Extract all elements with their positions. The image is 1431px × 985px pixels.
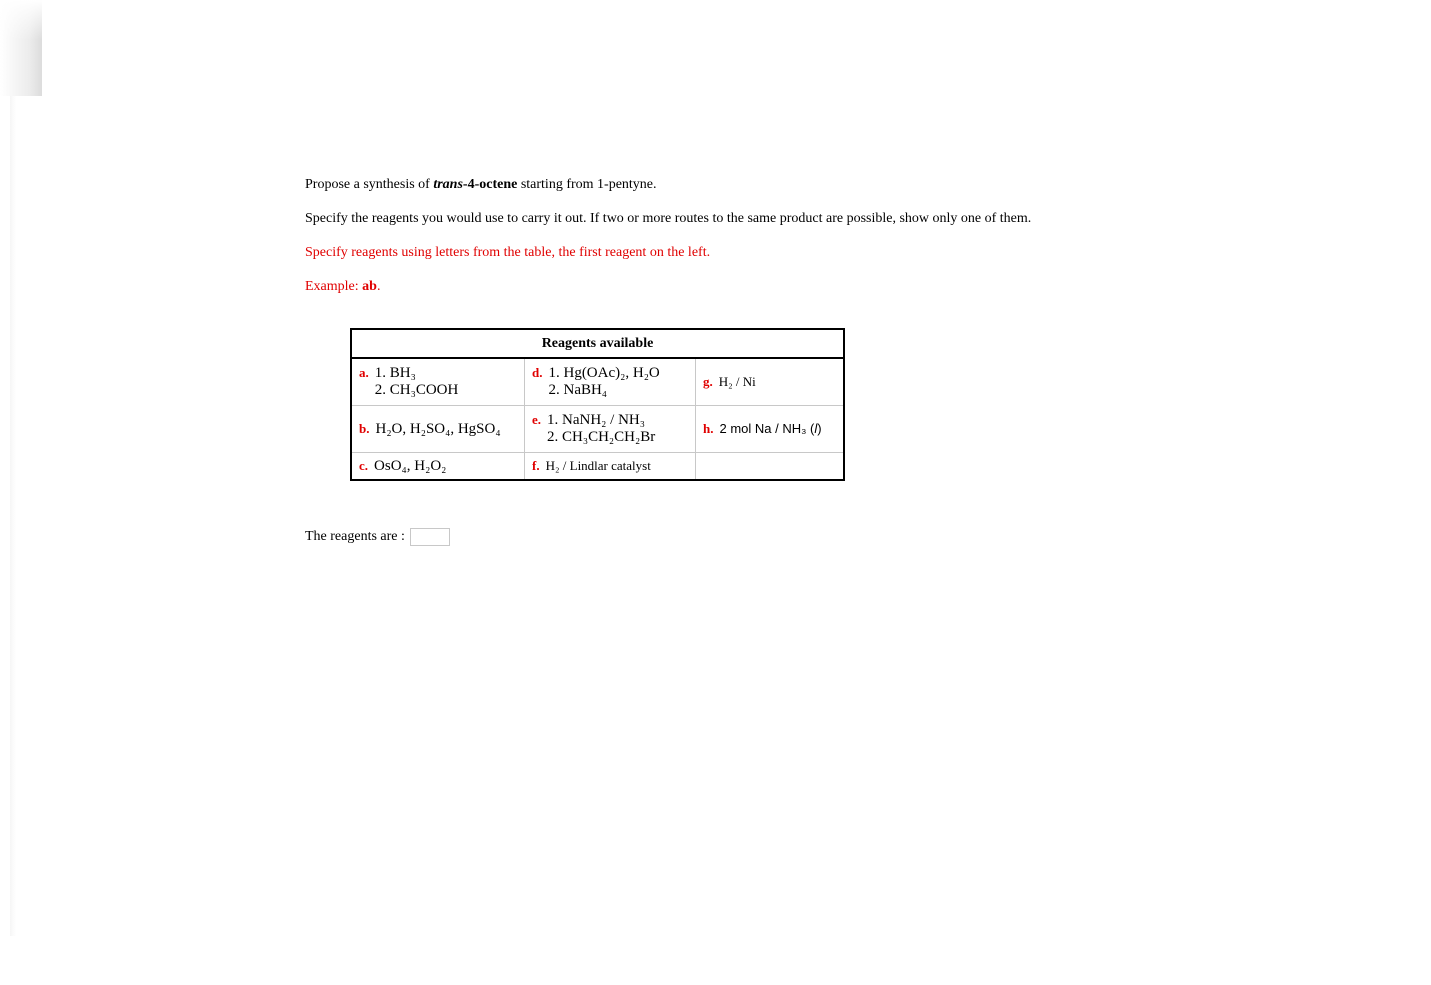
reagent-e-step-2: 2. CH₃CH₂CH₂Br xyxy=(547,429,656,445)
window-corner-shadow xyxy=(0,0,42,96)
question-line-1-post: starting from 1-pentyne. xyxy=(517,177,657,192)
reagent-d-step-2: 2. NaBH₄ xyxy=(548,382,608,398)
target-compound-name: -4-octene xyxy=(462,177,518,192)
reagent-h-text xyxy=(719,421,821,436)
reagent-h-phase: l xyxy=(814,421,818,436)
reagent-cell-g xyxy=(696,358,845,406)
reagent-cell-empty xyxy=(696,453,845,481)
question-line-1 xyxy=(305,176,657,194)
reagent-letter-f: f. xyxy=(532,458,540,473)
example-value: ab xyxy=(362,279,377,294)
answer-input[interactable] xyxy=(410,528,450,546)
reagent-cell-a xyxy=(351,358,525,406)
reagent-cell-f xyxy=(525,453,696,481)
reagent-letter-c: c. xyxy=(359,458,369,473)
table-row xyxy=(351,406,844,453)
example-label: Example: xyxy=(305,279,363,294)
reagent-letter-e: e. xyxy=(532,412,542,427)
table-row xyxy=(351,358,844,406)
reagent-c-text: OsO₄, H₂O₂ xyxy=(374,457,447,474)
reagent-a-step-2: 2. CH₃COOH xyxy=(374,382,459,398)
reagents-table-header: Reagents available xyxy=(351,329,844,358)
example-line xyxy=(305,278,380,296)
example-end: . xyxy=(376,279,381,294)
reagent-cell-c xyxy=(351,453,525,481)
instruction-line: Specify reagents using letters from the table, the first reagent on the left. xyxy=(305,245,711,260)
reagent-letter-a: a. xyxy=(359,365,369,380)
reagent-cell-b xyxy=(351,406,525,453)
reagent-letter-d: d. xyxy=(532,365,543,380)
reagent-h-text-pre: 2 mol Na / NH₃ ( xyxy=(719,421,815,436)
reagent-f-text: H₂ / Lindlar catalyst xyxy=(545,458,651,473)
reagent-h-text-post: ) xyxy=(817,421,822,436)
target-compound-prefix: trans xyxy=(433,177,463,192)
question-line-2: Specify the reagents you would use to carry it out. If two or more routes to the same product are possible, show only one of them. xyxy=(305,211,1032,226)
page-left-edge xyxy=(10,96,16,936)
reagent-letter-g: g. xyxy=(703,374,713,389)
table-row xyxy=(351,453,844,481)
answer-row xyxy=(305,528,450,546)
reagent-d-step-1: 1. Hg(OAc)₂, H₂O xyxy=(548,365,660,381)
reagent-cell-h xyxy=(696,406,845,453)
reagent-letter-b: b. xyxy=(359,421,370,436)
reagent-a-step-1: 1. BH₃ xyxy=(374,365,416,381)
question-line-1-pre: Propose a synthesis of xyxy=(305,177,434,192)
reagent-cell-d xyxy=(525,358,696,406)
answer-label: The reagents are : xyxy=(305,529,405,544)
reagent-b-text: H₂O, H₂SO₄, HgSO₄ xyxy=(375,420,501,437)
reagent-letter-h: h. xyxy=(703,421,714,436)
reagent-e-step-1: 1. NaNH₂ / NH₃ xyxy=(547,412,645,428)
reagents-table xyxy=(350,328,845,481)
reagent-g-text: H₂ / Ni xyxy=(718,374,756,389)
reagent-cell-e xyxy=(525,406,696,453)
